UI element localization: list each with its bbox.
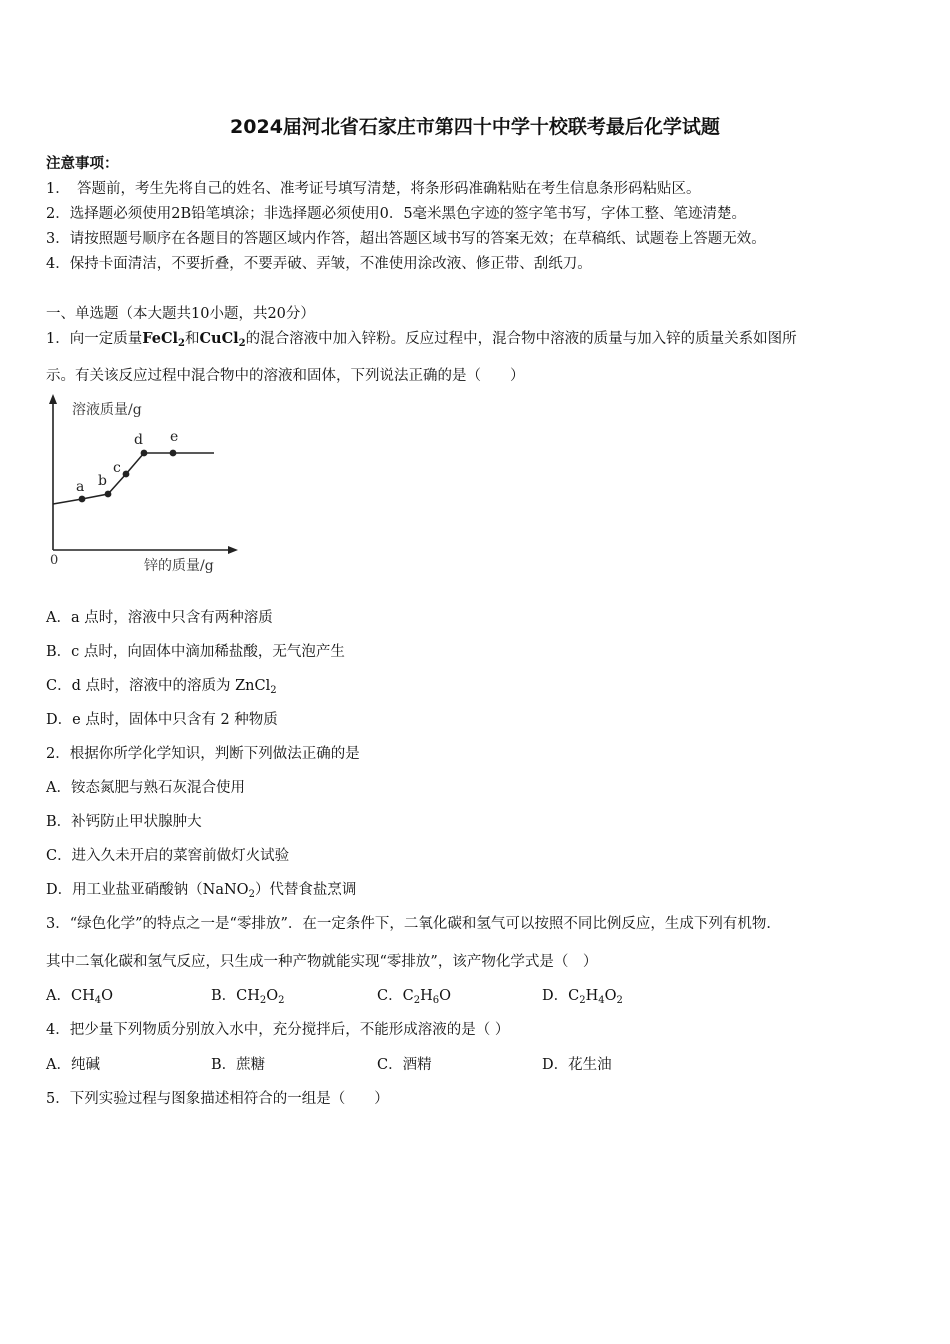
point-label: e bbox=[170, 429, 179, 445]
option-text: d 点时，溶液中的溶质为 ZnCl bbox=[71, 678, 271, 694]
option-a bbox=[46, 606, 273, 627]
notice-item: 1． 答题前，考生先将自己的姓名、准考证号填写清楚，将条形码准确粘贴在考生信息条形码粘贴区。 bbox=[46, 181, 701, 197]
formula: O bbox=[439, 988, 452, 1004]
option-b bbox=[211, 984, 285, 1006]
option-c bbox=[46, 844, 289, 865]
formula-sub: 2 bbox=[270, 685, 277, 696]
option-label: A． bbox=[46, 1057, 71, 1073]
x-axis-label: 锌的质量/g bbox=[144, 558, 214, 574]
formula: C bbox=[568, 988, 580, 1004]
formula: C bbox=[402, 988, 414, 1004]
option-b bbox=[46, 810, 202, 831]
formula-sub: 2 bbox=[616, 995, 623, 1006]
formula-sub: 4 bbox=[598, 995, 605, 1006]
question-4-stem: 4．把少量下列物质分别放入水中，充分搅拌后，不能形成溶液的是（ ） bbox=[46, 1022, 510, 1038]
question-3-line-2: 其中二氧化碳和氢气反应，只生成一种产物就能实现“零排放”，该产物化学式是（ ） bbox=[46, 954, 598, 970]
notice-item: 2．选择题必须使用2B铅笔填涂；非选择题必须使用0．5毫米黑色字迹的签字笔书写，字体工整、笔迹清楚。 bbox=[46, 206, 747, 222]
question-1-line-1 bbox=[46, 327, 797, 349]
formula: O bbox=[266, 988, 279, 1004]
option-text: e 点时，固体中只含有 2 种物质 bbox=[72, 712, 278, 728]
formula-cucl: CuCl bbox=[199, 330, 239, 347]
option-d bbox=[542, 984, 623, 1006]
origin-label: 0 bbox=[50, 553, 59, 568]
option-d bbox=[542, 1053, 612, 1074]
formula: O bbox=[604, 988, 617, 1004]
formula-sub: 2 bbox=[579, 995, 586, 1006]
option-text: 纯碱 bbox=[70, 1057, 100, 1073]
point-label: c bbox=[113, 460, 121, 476]
point-e bbox=[170, 450, 177, 457]
option-text: 进入久未开启的菜窖前做灯火试验 bbox=[71, 848, 290, 864]
point-label: a bbox=[76, 479, 85, 495]
option-text: 蔗糖 bbox=[236, 1057, 266, 1073]
solution-mass-graph bbox=[40, 392, 250, 582]
formula: H bbox=[420, 988, 433, 1004]
y-axis-arrow bbox=[49, 394, 57, 404]
option-label: C． bbox=[377, 988, 403, 1004]
option-text: c 点时，向固体中滴加稀盐酸，无气泡产生 bbox=[71, 644, 345, 660]
option-text: a 点时，溶液中只含有两种溶质 bbox=[70, 610, 273, 626]
option-label: A． bbox=[46, 780, 71, 796]
option-d bbox=[46, 708, 278, 729]
formula-sub: 2 bbox=[248, 889, 255, 900]
option-label: A． bbox=[46, 610, 71, 626]
y-axis-label: 溶液质量/g bbox=[72, 402, 142, 418]
formula-sub: 2 bbox=[238, 338, 246, 349]
option-b bbox=[46, 640, 345, 661]
question-3-line-1: 3．“绿色化学”的特点之一是“零排放”．在一定条件下，二氧化碳和氢气可以按照不同比例反应，生成下列有机物． bbox=[46, 916, 781, 932]
point-d bbox=[141, 450, 148, 457]
formula-sub: 2 bbox=[178, 338, 185, 349]
formula: H bbox=[585, 988, 599, 1004]
q1-text: 的混合溶液中加入锌粉。反应过程中，混合物中溶液的质量与加入锌的质量关系如图所 bbox=[245, 331, 797, 347]
notice-heading: 注意事项： bbox=[46, 155, 119, 172]
option-label: D． bbox=[46, 882, 73, 898]
option-text: 花生油 bbox=[568, 1057, 612, 1073]
option-c bbox=[46, 674, 277, 696]
formula-sub: 2 bbox=[413, 995, 421, 1006]
option-text: 铵态氮肥与熟石灰混合使用 bbox=[70, 780, 245, 796]
point-a bbox=[79, 496, 86, 503]
point-c bbox=[123, 471, 130, 478]
section-heading: 一、单选题（本大题共10小题，共20分） bbox=[46, 306, 315, 322]
question-5-stem: 5．下列实验过程与图象描述相符合的一组是（ ） bbox=[46, 1091, 389, 1107]
formula-sub: 6 bbox=[432, 995, 440, 1006]
formula: CH bbox=[70, 988, 95, 1004]
option-text: 用工业盐亚硝酸钠（NaNO bbox=[72, 882, 249, 898]
formula: O bbox=[101, 988, 113, 1004]
formula: CH bbox=[236, 988, 260, 1004]
point-label: d bbox=[134, 432, 143, 448]
option-text: 酒精 bbox=[402, 1057, 432, 1073]
option-label: A． bbox=[46, 988, 71, 1004]
q1-text: 1．向一定质量 bbox=[46, 331, 143, 347]
option-text: 补钙防止甲状腺肿大 bbox=[71, 814, 202, 830]
option-label: C． bbox=[46, 848, 72, 864]
option-d bbox=[46, 878, 356, 900]
option-label: B． bbox=[211, 988, 237, 1004]
formula-fecl: FeCl bbox=[142, 330, 179, 347]
notice-item: 4．保持卡面清洁，不要折叠，不要弄破、弄皱，不准使用涂改液、修正带、刮纸刀。 bbox=[46, 256, 592, 272]
option-c bbox=[377, 984, 451, 1006]
question-2-stem: 2．根据你所学化学知识，判断下列做法正确的是 bbox=[46, 746, 360, 762]
x-axis-arrow bbox=[228, 546, 238, 554]
option-label: C． bbox=[46, 678, 72, 694]
option-label: B． bbox=[211, 1057, 237, 1073]
option-label: B． bbox=[46, 814, 72, 830]
formula-sub: 4 bbox=[94, 995, 102, 1006]
option-b bbox=[211, 1053, 265, 1074]
notice-item: 3．请按照题号顺序在各题目的答题区域内作答，超出答题区域书写的答案无效；在草稿纸、试题卷上答题无效。 bbox=[46, 231, 766, 247]
formula-sub: 2 bbox=[259, 995, 267, 1006]
formula-sub: 2 bbox=[278, 995, 285, 1006]
option-label: B． bbox=[46, 644, 72, 660]
question-1-line-2: 示。有关该反应过程中混合物中的溶液和固体，下列说法正确的是（ ） bbox=[46, 368, 525, 384]
point-label: b bbox=[98, 473, 107, 489]
page-title: 2024届河北省石家庄市第四十中学十校联考最后化学试题 bbox=[230, 116, 720, 138]
option-a bbox=[46, 776, 245, 797]
option-label: C． bbox=[377, 1057, 403, 1073]
option-a bbox=[46, 984, 113, 1006]
point-b bbox=[105, 491, 112, 498]
q1-text: 和 bbox=[184, 331, 200, 347]
option-label: D． bbox=[542, 1057, 569, 1073]
option-c bbox=[377, 1053, 432, 1074]
option-a bbox=[46, 1053, 100, 1074]
option-label: D． bbox=[542, 988, 569, 1004]
option-text: ）代替食盐烹调 bbox=[254, 882, 357, 898]
option-label: D． bbox=[46, 712, 73, 728]
